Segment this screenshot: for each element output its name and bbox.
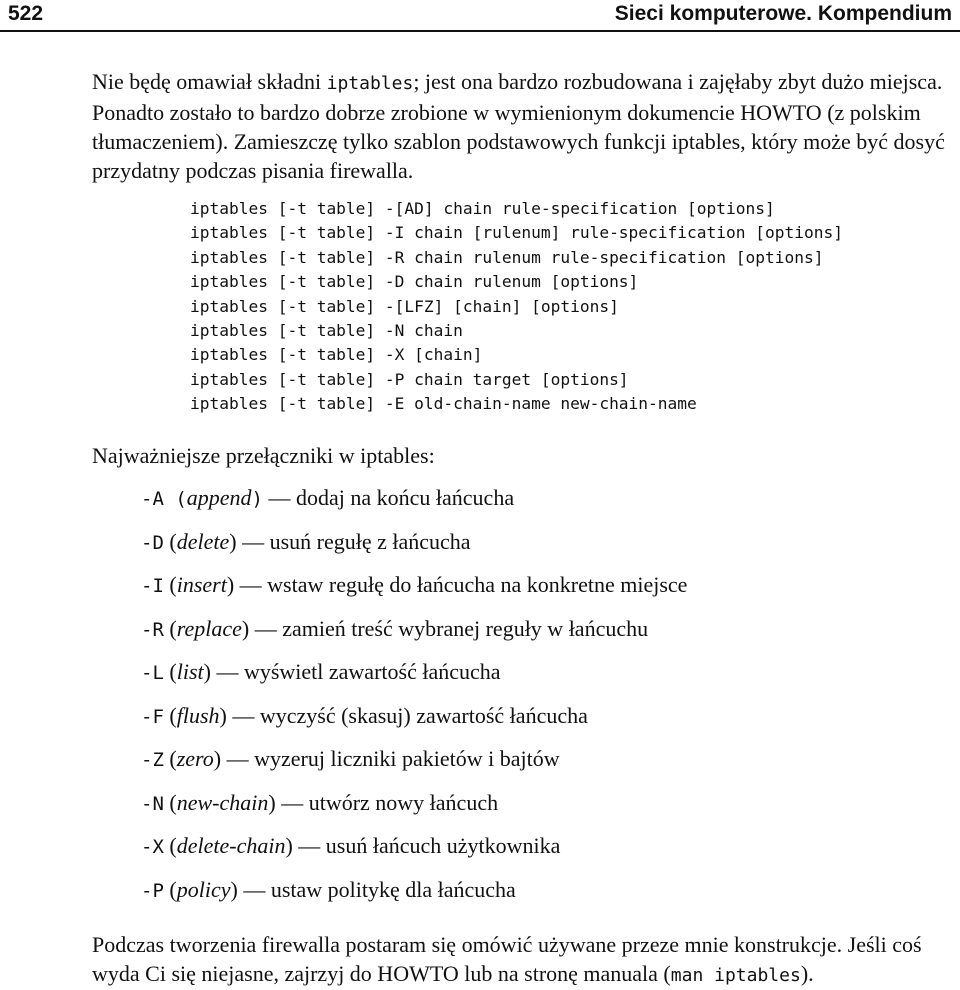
outro-text-2: ). bbox=[800, 961, 814, 986]
switch-name: flush bbox=[176, 702, 220, 728]
switch-description: — utwórz nowy łańcuch bbox=[275, 789, 499, 815]
switch-name: delete-chain bbox=[176, 833, 286, 858]
paren-close: ) bbox=[203, 659, 211, 684]
switch-flag: -N bbox=[141, 792, 164, 815]
switch-description: — wyświetl zawartość łańcucha bbox=[210, 659, 501, 684]
list-item bbox=[141, 527, 687, 571]
list-item bbox=[141, 875, 687, 919]
switch-flag: -A bbox=[141, 488, 164, 510]
code-line: iptables [-t table] -P chain target [options] bbox=[190, 369, 629, 389]
list-item bbox=[141, 614, 687, 658]
paren-open: ( bbox=[163, 572, 177, 597]
code-line: iptables [-t table] -N chain bbox=[190, 321, 463, 341]
code-line: iptables [-t table] -E old-chain-name new-chain-name bbox=[190, 394, 697, 414]
switch-description: — wyczyść (skasuj) zawartość łańcucha bbox=[226, 702, 588, 728]
switch-flag: -D bbox=[141, 531, 164, 554]
intro-text-1: Nie będę omawiał składni bbox=[92, 69, 327, 94]
header-rule bbox=[0, 30, 960, 32]
switch-flag: -L bbox=[141, 662, 164, 684]
intro-paragraph bbox=[92, 67, 958, 185]
paren-close: ) bbox=[229, 528, 237, 554]
switch-name: zero bbox=[176, 746, 214, 771]
paren-open: ( bbox=[163, 659, 177, 684]
paren-open: ( bbox=[163, 833, 177, 858]
code-line: iptables [-t table] -[AD] chain rule-specification [options] bbox=[190, 199, 775, 218]
intro-text-2: ; jest ona bardzo rozbudowana i zajęłaby zbyt dużo miejsca. Ponadto zostało to bardzo dobrze zrobione w wymienionym dokumencie HOWTO (z polskim tłumaczeniem). Zamieszczę tylko szablon podstawowych funkcji iptables, który może być dosyć przydatny podczas pisania firewalla. bbox=[92, 69, 945, 183]
switch-name: new-chain bbox=[176, 789, 269, 815]
paren-close: ) bbox=[285, 833, 293, 858]
paren-close: ) bbox=[219, 702, 227, 728]
switch-flag: -X bbox=[141, 836, 164, 858]
paren-open: ( bbox=[163, 789, 177, 815]
paren-open: ( bbox=[163, 876, 177, 902]
switch-description: — wstaw regułę do łańcucha na konkretne miejsce bbox=[234, 572, 688, 597]
outro-text-1: Podczas tworzenia firewalla postaram się omówić używane przeze mnie konstrukcje. Jeśli coś wyda Ci się niejasne, zajrzyj do HOWTO lub na stronę manuala ( bbox=[92, 932, 922, 986]
list-item bbox=[141, 831, 687, 875]
switch-description: — dodaj na końcu łańcucha bbox=[263, 485, 515, 510]
page-number: 522 bbox=[8, 2, 44, 25]
paren-close: ) bbox=[226, 572, 235, 597]
switch-description: — usuń łańcuch użytkownika bbox=[292, 833, 561, 858]
switch-description: — usuń regułę z łańcucha bbox=[236, 528, 471, 554]
code-line: iptables [-t table] -X [chain] bbox=[190, 345, 483, 365]
code-line: iptables [-t table] -D chain rulenum [options] bbox=[190, 272, 639, 292]
list-item bbox=[141, 788, 687, 832]
paren-open: ( bbox=[163, 615, 177, 641]
running-title: Sieci komputerowe. Kompendium bbox=[614, 2, 952, 25]
closing-paragraph bbox=[92, 930, 958, 990]
paren-open: ( bbox=[163, 702, 177, 728]
code-line: iptables [-t table] -I chain [rulenum] rule-specification [options] bbox=[190, 223, 843, 243]
list-item bbox=[141, 483, 687, 527]
paren-open: ( bbox=[163, 528, 177, 554]
switch-name: list bbox=[176, 659, 204, 684]
list-item bbox=[141, 701, 687, 745]
paren-close: ) bbox=[241, 615, 250, 641]
switch-flag: -I bbox=[141, 575, 164, 597]
switch-name: append bbox=[186, 485, 252, 510]
switch-flag: -R bbox=[141, 618, 164, 641]
switch-flag: -F bbox=[141, 705, 164, 728]
outro-code-man: man iptables bbox=[670, 965, 801, 986]
code-line: iptables [-t table] -R chain rulenum rule-specification [options] bbox=[190, 247, 824, 267]
paren-close: ) bbox=[268, 789, 276, 815]
list-item bbox=[141, 744, 687, 788]
switch-flag: -P bbox=[141, 879, 164, 902]
intro-code-iptables: iptables bbox=[326, 73, 414, 94]
paren-close: ) bbox=[213, 746, 222, 771]
switch-description: — ustaw politykę dla łańcucha bbox=[237, 876, 516, 902]
switch-flag: -Z bbox=[141, 749, 164, 771]
switch-name: delete bbox=[176, 528, 230, 554]
switch-name: policy bbox=[176, 876, 231, 902]
paren-close: ) bbox=[230, 876, 238, 902]
list-item bbox=[141, 657, 687, 701]
switch-description: — wyzeruj liczniki pakietów i bajtów bbox=[221, 746, 560, 771]
code-line: iptables [-t table] -[LFZ] [chain] [options] bbox=[190, 296, 619, 316]
switch-description: — zamień treść wybranej reguły w łańcuchu bbox=[249, 615, 649, 641]
paren-open: ( bbox=[163, 746, 177, 771]
paren-close: ) bbox=[251, 488, 263, 510]
paren-open: ( bbox=[163, 488, 187, 510]
switch-name: insert bbox=[176, 572, 227, 597]
switch-list bbox=[141, 483, 687, 918]
switch-name: replace bbox=[176, 615, 242, 641]
iptables-syntax-block bbox=[190, 197, 843, 417]
list-item bbox=[141, 570, 687, 614]
page-header bbox=[0, 0, 960, 33]
switch-list-title: Najważniejsze przełączniki w iptables: bbox=[92, 443, 435, 468]
